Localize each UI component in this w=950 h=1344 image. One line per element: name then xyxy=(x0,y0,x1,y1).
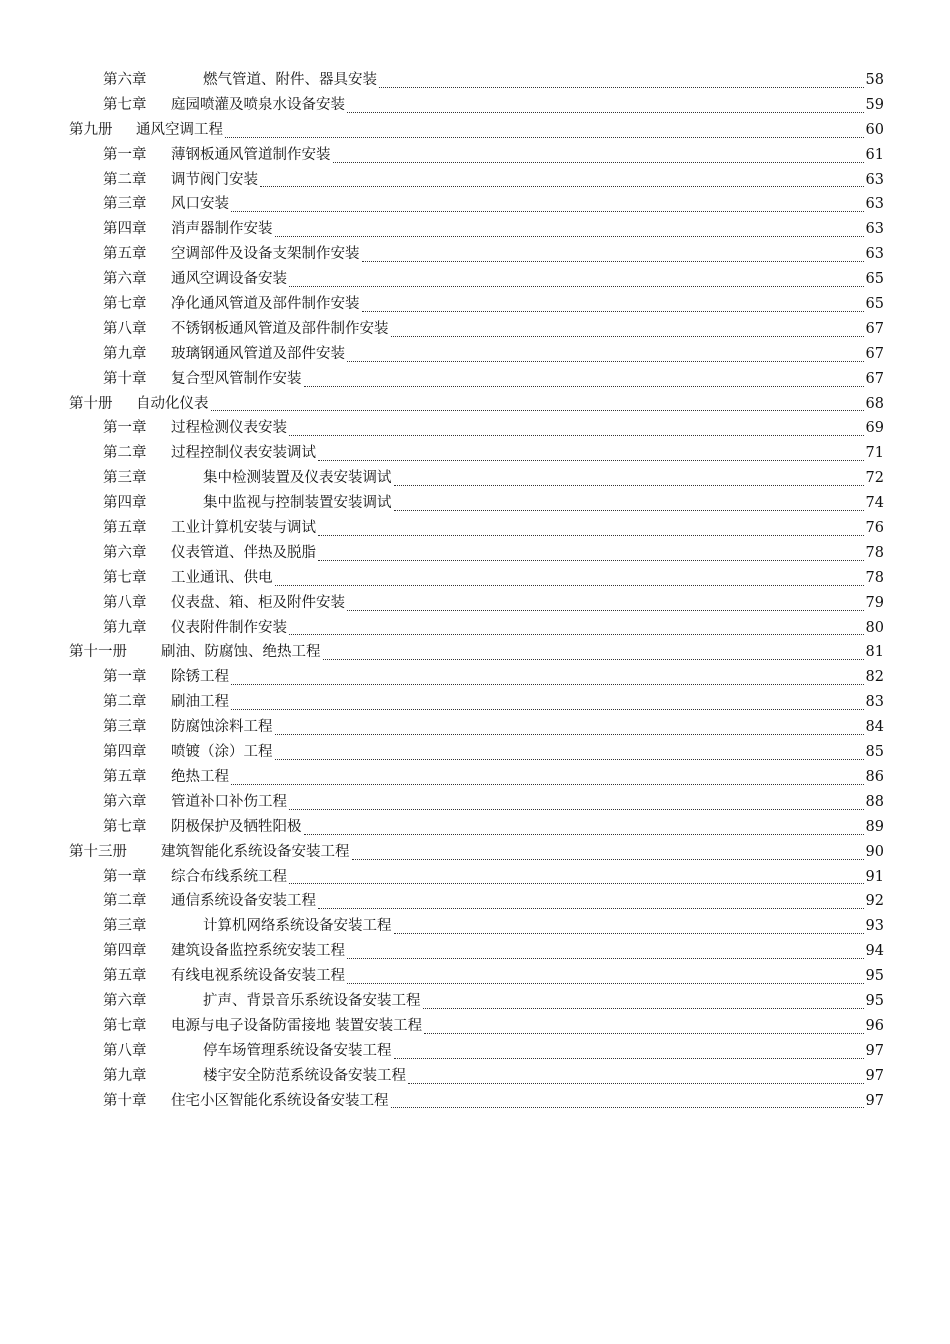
toc-entry-title: 通风空调工程 xyxy=(136,121,223,138)
toc-entry-number: 第三章 xyxy=(103,918,147,935)
dot-leader xyxy=(318,460,864,461)
toc-entry-title: 楼宇安全防范系统设备安装工程 xyxy=(203,1067,406,1084)
dot-leader xyxy=(352,859,864,860)
dot-leader xyxy=(275,585,864,586)
toc-entry-title: 燃气管道、附件、器具安装 xyxy=(203,72,377,88)
toc-entry-page-number: 63 xyxy=(865,246,884,263)
toc-entry-page-number: 85 xyxy=(865,744,884,761)
toc-entry-title: 仪表管道、伴热及脱脂 xyxy=(171,544,316,561)
toc-entry-number: 第四章 xyxy=(103,744,147,761)
toc-entry-page-number: 71 xyxy=(865,445,884,462)
dot-leader xyxy=(211,410,864,411)
toc-entry-page-number: 95 xyxy=(865,992,884,1009)
toc-entry-title: 集中监视与控制装置安装调试 xyxy=(203,495,392,512)
dot-leader xyxy=(362,261,864,262)
dot-leader xyxy=(394,485,864,486)
dot-leader xyxy=(275,236,864,237)
toc-entry-number: 第一章 xyxy=(103,146,147,163)
dot-leader xyxy=(347,610,864,611)
toc-chapter-entry[interactable] xyxy=(69,68,884,93)
toc-entry-page-number: 59 xyxy=(865,96,884,113)
toc-entry-page-number: 82 xyxy=(865,669,884,686)
toc-chapter-entry[interactable] xyxy=(69,815,884,840)
toc-entry-page-number: 92 xyxy=(865,893,884,910)
toc-entry-title: 过程检测仪表安装 xyxy=(171,420,287,437)
toc-entry-number: 第七章 xyxy=(103,569,147,586)
toc-entry-number: 第八章 xyxy=(103,320,147,337)
toc-chapter-entry[interactable] xyxy=(69,317,884,342)
toc-entry-page-number: 97 xyxy=(865,1067,884,1084)
toc-entry-title: 仪表附件制作安装 xyxy=(171,619,287,636)
toc-chapter-entry[interactable] xyxy=(69,1089,884,1114)
dot-leader xyxy=(289,634,864,635)
dot-leader xyxy=(318,560,864,561)
toc-entry-title: 综合布线系统工程 xyxy=(171,868,287,885)
dot-leader xyxy=(408,1083,864,1084)
toc-entry-title: 停车场管理系统设备安装工程 xyxy=(203,1042,392,1059)
toc-entry-title: 除锈工程 xyxy=(171,669,229,686)
dot-leader xyxy=(231,684,864,685)
toc-entry-title: 住宅小区智能化系统设备安装工程 xyxy=(171,1092,389,1109)
toc-entry-title: 电源与电子设备防雷接地 装置安装工程 xyxy=(171,1017,423,1034)
toc-entry-number: 第三章 xyxy=(103,196,147,213)
toc-entry-title: 绝热工程 xyxy=(171,768,229,785)
toc-entry-title: 集中检测装置及仪表安装调试 xyxy=(203,470,392,487)
toc-entry-number: 第五章 xyxy=(103,768,147,785)
toc-entry-number: 第六章 xyxy=(103,544,147,561)
toc-entry-title: 通风空调设备安装 xyxy=(171,271,287,288)
dot-leader xyxy=(289,883,864,884)
toc-entry-number: 第八章 xyxy=(103,1042,147,1059)
dot-leader xyxy=(391,336,864,337)
toc-entry-number: 第十一册 xyxy=(69,644,127,661)
toc-chapter-entry[interactable] xyxy=(69,192,884,217)
toc-entry-title: 调节阀门安装 xyxy=(171,171,258,188)
toc-entry-title: 复合型风管制作安装 xyxy=(171,370,302,387)
toc-entry-page-number: 90 xyxy=(865,843,884,860)
toc-entry-page-number: 67 xyxy=(865,320,884,337)
toc-chapter-entry[interactable] xyxy=(69,566,884,591)
toc-chapter-entry[interactable] xyxy=(69,665,884,690)
dot-leader xyxy=(275,734,864,735)
dot-leader xyxy=(231,784,864,785)
dot-leader xyxy=(275,759,864,760)
toc-entry-title: 风口安装 xyxy=(171,196,229,213)
toc-entry-number: 第二章 xyxy=(103,445,147,462)
toc-entry-page-number: 65 xyxy=(865,296,884,313)
toc-entry-title: 管道补口补伤工程 xyxy=(171,793,287,810)
toc-entry-page-number: 58 xyxy=(865,72,884,88)
toc-entry-title: 自动化仪表 xyxy=(136,395,209,412)
toc-chapter-entry[interactable] xyxy=(69,217,884,242)
toc-chapter-entry[interactable] xyxy=(69,441,884,466)
toc-chapter-entry[interactable] xyxy=(69,765,884,790)
dot-leader xyxy=(225,137,864,138)
toc-entry-page-number: 97 xyxy=(865,1092,884,1109)
toc-chapter-entry[interactable] xyxy=(69,740,884,765)
dot-leader xyxy=(289,435,864,436)
toc-entry-title: 计算机网络系统设备安装工程 xyxy=(203,918,392,935)
toc-entry-number: 第三章 xyxy=(103,470,147,487)
toc-chapter-entry[interactable] xyxy=(69,914,884,939)
toc-entry-page-number: 84 xyxy=(865,719,884,736)
toc-entry-page-number: 83 xyxy=(865,694,884,711)
toc-entry-number: 第一章 xyxy=(103,669,147,686)
toc-entry-page-number: 63 xyxy=(865,171,884,188)
toc-chapter-entry[interactable] xyxy=(69,143,884,168)
dot-leader xyxy=(347,958,864,959)
toc-chapter-entry[interactable] xyxy=(69,93,884,118)
toc-entry-number: 第二章 xyxy=(103,694,147,711)
toc-entry-number: 第五章 xyxy=(103,968,147,985)
toc-entry-number: 第四章 xyxy=(103,495,147,512)
toc-entry-number: 第一章 xyxy=(103,868,147,885)
dot-leader xyxy=(424,1033,863,1034)
toc-entry-number: 第五章 xyxy=(103,246,147,263)
toc-chapter-entry[interactable] xyxy=(69,1064,884,1089)
toc-entry-title: 不锈钢板通风管道及部件制作安装 xyxy=(171,320,389,337)
toc-entry-number: 第六章 xyxy=(103,72,147,88)
toc-entry-title: 建筑设备监控系统安装工程 xyxy=(171,943,345,960)
dot-leader xyxy=(304,386,864,387)
toc-chapter-entry[interactable] xyxy=(69,541,884,566)
dot-leader xyxy=(394,933,864,934)
toc-entry-number: 第一章 xyxy=(103,420,147,437)
toc-entry-number: 第五章 xyxy=(103,520,147,537)
toc-entry-number: 第二章 xyxy=(103,171,147,188)
toc-chapter-entry[interactable] xyxy=(69,267,884,292)
toc-entry-page-number: 95 xyxy=(865,968,884,985)
toc-entry-page-number: 88 xyxy=(865,793,884,810)
toc-entry-page-number: 81 xyxy=(865,644,884,661)
toc-chapter-entry[interactable] xyxy=(69,964,884,989)
toc-entry-number: 第二章 xyxy=(103,893,147,910)
table-of-contents xyxy=(69,68,884,1113)
toc-entry-title: 仪表盘、箱、柜及附件安装 xyxy=(171,594,345,611)
toc-entry-page-number: 79 xyxy=(865,594,884,611)
toc-entry-page-number: 96 xyxy=(865,1017,884,1034)
toc-volume-entry[interactable] xyxy=(69,118,884,143)
toc-entry-page-number: 89 xyxy=(865,818,884,835)
dot-leader xyxy=(289,286,864,287)
dot-leader xyxy=(347,361,864,362)
toc-entry-page-number: 91 xyxy=(865,868,884,885)
toc-chapter-entry[interactable] xyxy=(69,715,884,740)
toc-entry-page-number: 72 xyxy=(865,470,884,487)
toc-entry-page-number: 94 xyxy=(865,943,884,960)
dot-leader xyxy=(318,908,864,909)
toc-entry-title: 喷镀（涂）工程 xyxy=(171,744,273,761)
toc-chapter-entry[interactable] xyxy=(69,1014,884,1039)
toc-entry-page-number: 78 xyxy=(865,544,884,561)
toc-entry-page-number: 86 xyxy=(865,768,884,785)
toc-chapter-entry[interactable] xyxy=(69,416,884,441)
dot-leader xyxy=(260,186,864,187)
toc-chapter-entry[interactable] xyxy=(69,616,884,641)
toc-entry-title: 过程控制仪表安装调试 xyxy=(171,445,316,462)
toc-entry-number: 第六章 xyxy=(103,271,147,288)
dot-leader xyxy=(362,311,864,312)
toc-entry-number: 第十章 xyxy=(103,1092,147,1109)
toc-chapter-entry[interactable] xyxy=(69,690,884,715)
dot-leader xyxy=(347,112,864,113)
toc-entry-number: 第七章 xyxy=(103,96,147,113)
toc-entry-title: 薄钢板通风管道制作安装 xyxy=(171,146,331,163)
dot-leader xyxy=(394,1058,864,1059)
dot-leader xyxy=(304,834,864,835)
dot-leader xyxy=(323,659,864,660)
dot-leader xyxy=(379,87,864,88)
toc-chapter-entry[interactable] xyxy=(69,292,884,317)
dot-leader xyxy=(289,809,864,810)
toc-chapter-entry[interactable] xyxy=(69,242,884,267)
toc-entry-page-number: 67 xyxy=(865,370,884,387)
toc-volume-entry[interactable] xyxy=(69,840,884,865)
toc-chapter-entry[interactable] xyxy=(69,516,884,541)
toc-entry-title: 刷油、防腐蚀、绝热工程 xyxy=(161,644,321,661)
toc-chapter-entry[interactable] xyxy=(69,790,884,815)
dot-leader xyxy=(423,1008,864,1009)
toc-entry-title: 建筑智能化系统设备安装工程 xyxy=(161,843,350,860)
dot-leader xyxy=(231,211,864,212)
toc-entry-number: 第六章 xyxy=(103,793,147,810)
dot-leader xyxy=(318,535,864,536)
toc-entry-number: 第十三册 xyxy=(69,843,127,860)
toc-entry-title: 阴极保护及牺牲阳极 xyxy=(171,818,302,835)
toc-entry-page-number: 60 xyxy=(865,121,884,138)
toc-entry-title: 工业计算机安装与调试 xyxy=(171,520,316,537)
toc-entry-number: 第八章 xyxy=(103,594,147,611)
toc-entry-number: 第七章 xyxy=(103,296,147,313)
toc-entry-title: 有线电视系统设备安装工程 xyxy=(171,968,345,985)
toc-entry-title: 扩声、背景音乐系统设备安装工程 xyxy=(203,992,421,1009)
toc-entry-title: 玻璃钢通风管道及部件安装 xyxy=(171,345,345,362)
toc-entry-number: 第十章 xyxy=(103,370,147,387)
toc-entry-title: 净化通风管道及部件制作安装 xyxy=(171,296,360,313)
toc-entry-page-number: 63 xyxy=(865,196,884,213)
toc-entry-number: 第四章 xyxy=(103,943,147,960)
toc-entry-number: 第七章 xyxy=(103,1017,147,1034)
toc-entry-number: 第六章 xyxy=(103,992,147,1009)
toc-entry-page-number: 76 xyxy=(865,520,884,537)
toc-entry-number: 第十册 xyxy=(69,395,113,412)
toc-entry-page-number: 80 xyxy=(865,619,884,636)
toc-entry-page-number: 67 xyxy=(865,345,884,362)
toc-chapter-entry[interactable] xyxy=(69,1039,884,1064)
toc-entry-title: 防腐蚀涂料工程 xyxy=(171,719,273,736)
dot-leader xyxy=(347,983,864,984)
toc-entry-page-number: 61 xyxy=(865,146,884,163)
toc-chapter-entry[interactable] xyxy=(69,865,884,890)
toc-chapter-entry[interactable] xyxy=(69,989,884,1014)
toc-volume-entry[interactable] xyxy=(69,392,884,417)
toc-entry-page-number: 68 xyxy=(865,395,884,412)
toc-entry-number: 第四章 xyxy=(103,221,147,238)
dot-leader xyxy=(391,1107,864,1108)
toc-entry-number: 第七章 xyxy=(103,818,147,835)
toc-chapter-entry[interactable] xyxy=(69,491,884,516)
toc-entry-page-number: 78 xyxy=(865,569,884,586)
toc-entry-page-number: 97 xyxy=(865,1042,884,1059)
toc-entry-title: 庭园喷灌及喷泉水设备安装 xyxy=(171,96,345,113)
toc-entry-number: 第三章 xyxy=(103,719,147,736)
toc-entry-title: 空调部件及设备支架制作安装 xyxy=(171,246,360,263)
toc-chapter-entry[interactable] xyxy=(69,168,884,193)
toc-chapter-entry[interactable] xyxy=(69,889,884,914)
toc-entry-title: 工业通讯、供电 xyxy=(171,569,273,586)
toc-volume-entry[interactable] xyxy=(69,640,884,665)
toc-entry-number: 第九章 xyxy=(103,619,147,636)
toc-entry-page-number: 65 xyxy=(865,271,884,288)
toc-entry-page-number: 63 xyxy=(865,221,884,238)
toc-entry-number: 第九章 xyxy=(103,1067,147,1084)
toc-entry-page-number: 69 xyxy=(865,420,884,437)
toc-entry-number: 第九章 xyxy=(103,345,147,362)
toc-chapter-entry[interactable] xyxy=(69,466,884,491)
dot-leader xyxy=(231,709,864,710)
toc-entry-page-number: 93 xyxy=(865,918,884,935)
toc-entry-title: 刷油工程 xyxy=(171,694,229,711)
toc-chapter-entry[interactable] xyxy=(69,342,884,367)
toc-chapter-entry[interactable] xyxy=(69,591,884,616)
toc-chapter-entry[interactable] xyxy=(69,939,884,964)
dot-leader xyxy=(394,510,864,511)
toc-entry-page-number: 74 xyxy=(865,495,884,512)
dot-leader xyxy=(333,162,864,163)
toc-entry-title: 消声器制作安装 xyxy=(171,221,273,238)
toc-entry-title: 通信系统设备安装工程 xyxy=(171,893,316,910)
toc-chapter-entry[interactable] xyxy=(69,367,884,392)
toc-entry-number: 第九册 xyxy=(69,121,113,138)
